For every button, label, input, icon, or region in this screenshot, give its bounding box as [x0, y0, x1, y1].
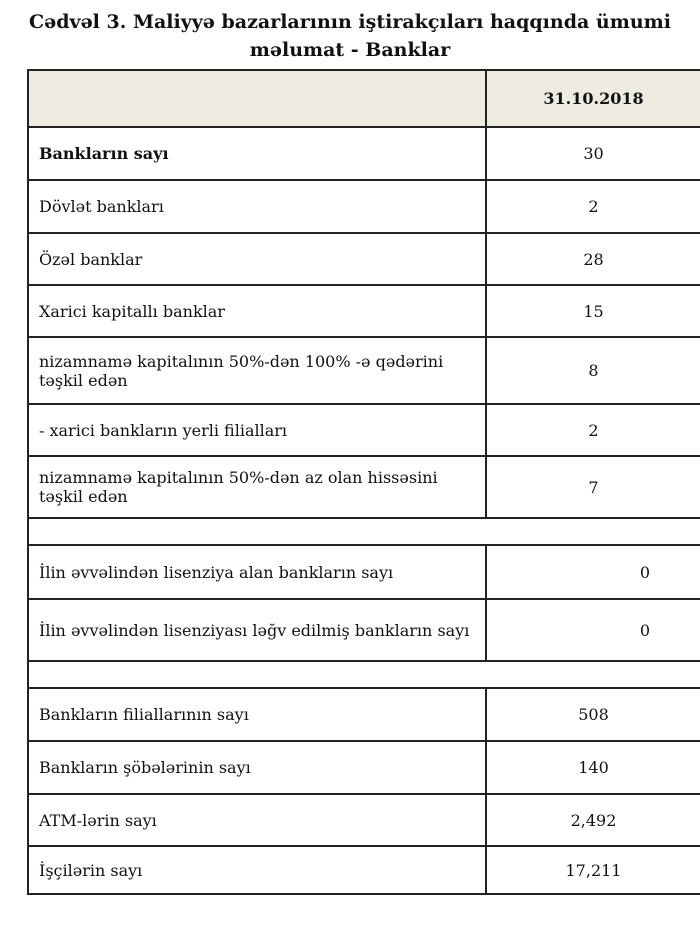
row-value: 2,492	[486, 794, 700, 846]
table-row	[28, 233, 700, 285]
table-row	[28, 404, 700, 456]
row-label: İlin əvvəlindən lisenziya alan bankların sayı	[28, 545, 486, 599]
table-row	[28, 127, 700, 180]
row-label: İlin əvvəlindən lisenziyası ləğv edilmiş bankların sayı	[28, 599, 486, 661]
table-row	[28, 545, 700, 599]
row-label: İşçilərin sayı	[28, 846, 486, 894]
table-row	[28, 180, 700, 233]
table-row	[28, 337, 700, 404]
row-value: 28	[486, 233, 700, 285]
table-row	[28, 741, 700, 794]
spacer-row	[28, 661, 700, 688]
row-label: Bankların şöbələrinin sayı	[28, 741, 486, 794]
row-label: Dövlət bankları	[28, 180, 486, 233]
row-value: 15	[486, 285, 700, 337]
row-value: 2	[486, 404, 700, 456]
row-label: - xarici bankların yerli filialları	[28, 404, 486, 456]
row-label: Xarici kapitallı banklar	[28, 285, 486, 337]
row-value: 30	[486, 127, 700, 180]
table-row	[28, 456, 700, 518]
table-row	[28, 688, 700, 741]
row-value: 7	[486, 456, 700, 518]
row-value: 8	[486, 337, 700, 404]
row-label: Bankların filiallarının sayı	[28, 688, 486, 741]
row-label: Özəl banklar	[28, 233, 486, 285]
header-date: 31.10.2018	[486, 70, 700, 127]
table-row	[28, 599, 700, 661]
row-value: 0	[486, 545, 700, 599]
row-label: ATM-lərin sayı	[28, 794, 486, 846]
spacer-row	[28, 518, 700, 545]
row-label: nizamnamə kapitalının 50%-dən 100% -ə qədərini təşkil edən	[28, 337, 486, 404]
table-row	[28, 794, 700, 846]
table-row	[28, 846, 700, 894]
row-value: 140	[486, 741, 700, 794]
row-value: 0	[486, 599, 700, 661]
row-label: Bankların sayı	[28, 127, 486, 180]
row-value: 508	[486, 688, 700, 741]
row-value: 17,211	[486, 846, 700, 894]
banks-table	[27, 69, 700, 895]
table-row	[28, 285, 700, 337]
table-title: Cədvəl 3. Maliyyə bazarlarının iştirakçıları haqqında ümumi məlumat - Banklar	[29, 11, 671, 61]
row-value: 2	[486, 180, 700, 233]
header-label	[28, 70, 486, 127]
header-row	[28, 70, 700, 127]
row-label: nizamnamə kapitalının 50%-dən az olan hissəsini təşkil edən	[28, 456, 486, 518]
